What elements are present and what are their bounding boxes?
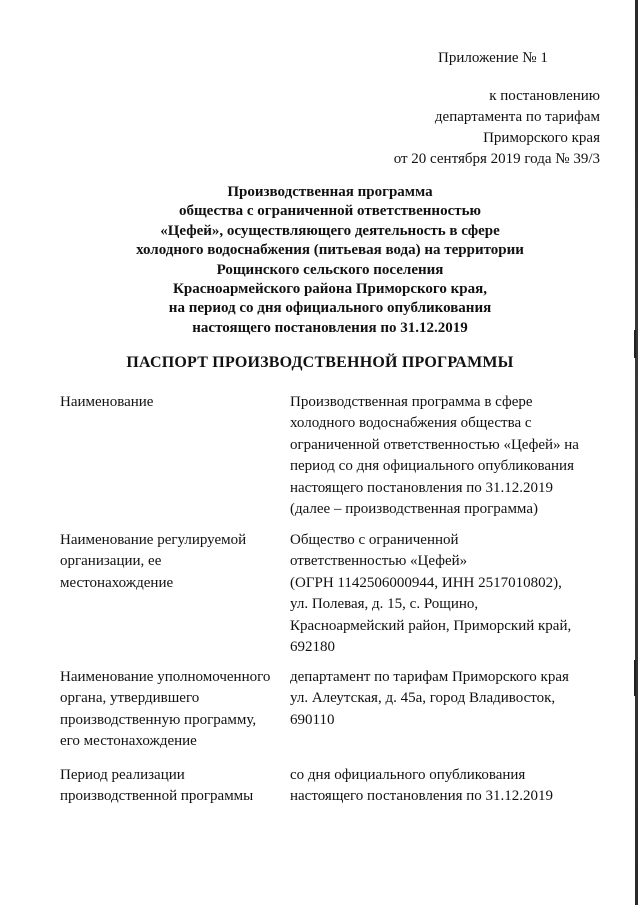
row-value-line: ограниченной ответственностью «Цефей» на — [290, 436, 579, 453]
row-value-line: со дня официального опубликования — [290, 767, 526, 783]
row-value-line: департамент по тарифам Приморского края — [290, 669, 569, 685]
approval-line: от 20 сентября 2019 года № 39/3 — [393, 151, 600, 167]
row-value — [290, 392, 600, 520]
row-label-line: производственной программы — [60, 788, 254, 805]
row-value-line: (далее – производственная программа) — [290, 501, 538, 518]
row-value — [290, 765, 600, 808]
row-label — [60, 667, 285, 753]
row-label-line: производственную программу, — [60, 711, 257, 728]
row-value-line: 690110 — [290, 711, 335, 728]
row-label-line: местонахождение — [60, 574, 174, 591]
title-line: Красноармейского района Приморского края, — [173, 281, 487, 298]
row-value-line: настоящего постановления по 31.12.2019 — [290, 479, 554, 496]
row-label-line: Период реализации — [60, 767, 185, 783]
row-label — [60, 530, 285, 594]
row-value-line: ответственностью «Цефей» — [290, 553, 468, 570]
row-value — [290, 667, 600, 731]
document-title — [100, 183, 560, 338]
scan-mark — [634, 660, 636, 696]
approval-line: Приморского края — [483, 130, 600, 146]
title-line: «Цефей», осуществляющего деятельность в сфере — [160, 222, 500, 239]
title-line: Рощинского сельского поселения — [216, 261, 444, 278]
approval-line: департамента по тарифам — [434, 109, 600, 125]
row-label — [60, 392, 285, 413]
row-value-line: Красноармейский район, Приморский край, — [290, 617, 572, 634]
title-line: Производственная программа — [227, 184, 433, 200]
title-line: общества с ограниченной ответственностью — [179, 203, 481, 220]
row-value-line: настоящего постановления по 31.12.2019 — [290, 788, 554, 805]
row-label-line: его местонахождение — [60, 733, 197, 750]
row-value-line: 692180 — [290, 639, 335, 656]
row-value-line: холодного водоснабжения общества с — [290, 415, 532, 432]
row-value-line: период со дня официального опубликования — [290, 458, 574, 475]
title-line: холодного водоснабжения (питьевая вода) на территории — [136, 242, 524, 259]
row-value-line: Общество с ограниченной — [290, 532, 459, 548]
approval-reference — [380, 86, 600, 170]
row-label-line: органа, утвердившего — [60, 690, 200, 707]
title-line: настоящего постановления по 31.12.2019 — [192, 319, 468, 336]
appendix-label: Приложение № 1 — [438, 50, 548, 66]
row-label — [60, 765, 285, 808]
passport-heading: ПАСПОРТ ПРОИЗВОДСТВЕННОЙ ПРОГРАММЫ — [126, 354, 514, 371]
row-value-line: (ОГРН 1142506000944, ИНН 2517010802), — [290, 574, 562, 591]
row-label-line: организации, ее — [60, 553, 162, 570]
row-label-line: Наименование — [60, 394, 154, 410]
row-value-line: ул. Алеутская, д. 45а, город Владивосток, — [290, 690, 556, 707]
row-value-line: Производственная программа в сфере — [290, 394, 533, 410]
title-line: на период со дня официального опубликования — [168, 300, 492, 317]
row-value-line: ул. Полевая, д. 15, с. Рощино, — [290, 596, 479, 613]
row-label-line: Наименование уполномоченного — [60, 669, 271, 685]
scan-edge-shadow — [635, 0, 638, 905]
approval-line: к постановлению — [489, 88, 600, 104]
row-label-line: Наименование регулируемой — [60, 532, 247, 548]
row-value — [290, 530, 600, 658]
